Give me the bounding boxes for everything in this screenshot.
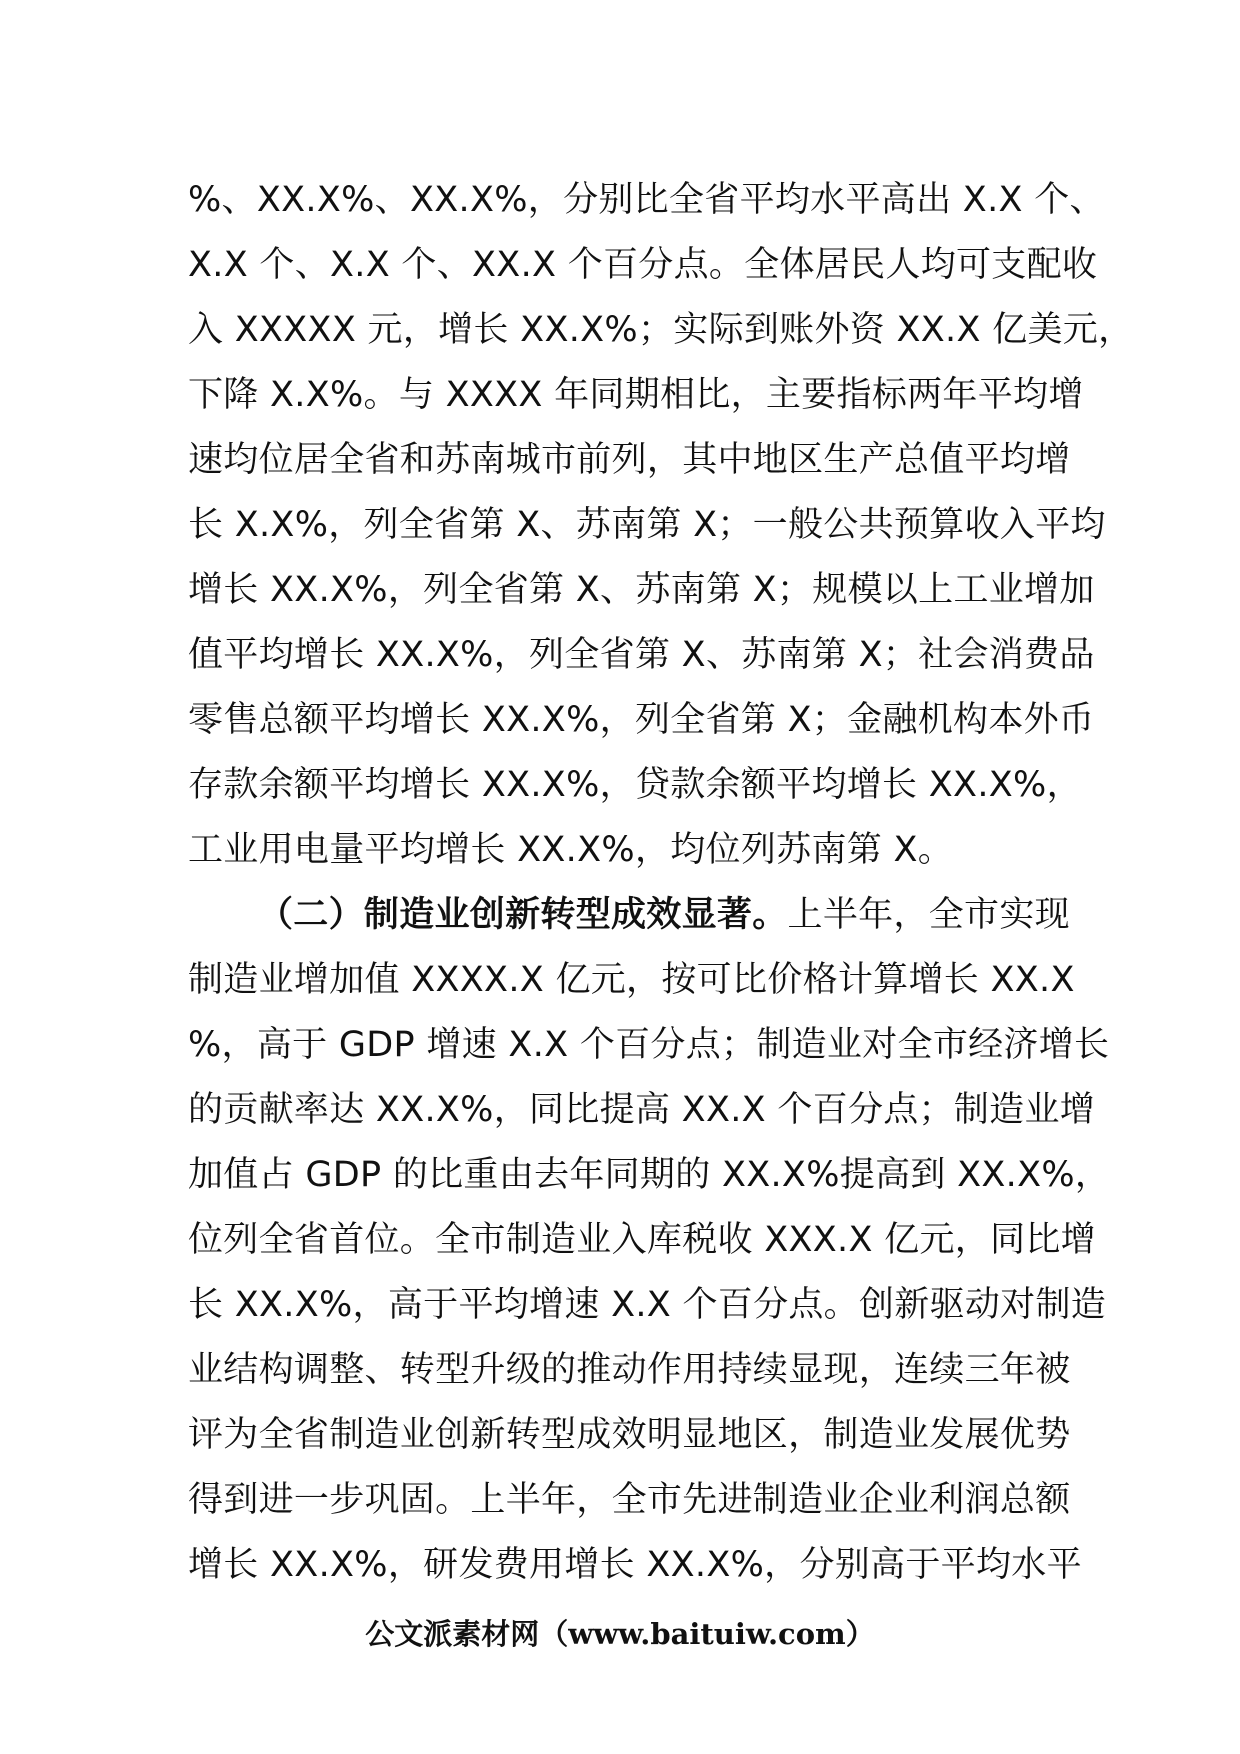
paragraph-line: 加值占 GDP 的比重由去年同期的 XX.X%提高到 XX.X%， [188,1155,1111,1195]
page-footer-source: 公文派素材网（www.baituiw.com） [365,1617,875,1651]
paragraph-line: 零售总额平均增长 XX.X%，列全省第 X；金融机构本外币 [188,700,1095,740]
paragraph-line: 长 X.X%，列全省第 X、苏南第 X；一般公共预算收入平均 [188,505,1106,545]
paragraph-line: 增长 XX.X%，列全省第 X、苏南第 X；规模以上工业增加 [188,570,1095,610]
section-heading: （二）制造业创新转型成效显著。 [258,895,788,935]
paragraph-line: 存款余额平均增长 XX.X%，贷款余额平均增长 XX.X%， [188,765,1082,805]
paragraph-line: 评为全省制造业创新转型成效明显地区，制造业发展优势 [188,1415,1071,1455]
paragraph-line: 长 XX.X%，高于平均增速 X.X 个百分点。创新驱动对制造 [188,1285,1107,1325]
paragraph-line: 的贡献率达 XX.X%，同比提高 XX.X 个百分点；制造业增 [188,1090,1096,1130]
paragraph-line: 速均位居全省和苏南城市前列，其中地区生产总值平均增 [188,440,1071,480]
paragraph-line: 得到进一步巩固。上半年，全市先进制造业企业利润总额 [188,1480,1071,1520]
paragraph-line: 位列全省首位。全市制造业入库税收 XXX.X 亿元，同比增 [188,1220,1096,1260]
paragraph-line: 下降 X.X%。与 XXXX 年同期相比，主要指标两年平均增 [188,375,1084,415]
paragraph-line: 工业用电量平均增长 XX.X%，均位列苏南第 X。 [188,830,954,870]
paragraph-line: %，高于 GDP 增速 X.X 个百分点；制造业对全市经济增长 [188,1025,1110,1065]
section-first-line [188,883,1070,948]
paragraph-line: 制造业增加值 XXXX.X 亿元，按可比价格计算增长 XX.X [188,960,1075,1000]
paragraph-line: %、XX.X%、XX.X%，分别比全省平均水平高出 X.X 个、 [188,180,1105,220]
paragraph-line: 业结构调整、转型升级的推动作用持续显现，连续三年被 [188,1350,1071,1390]
paragraph-line: 值平均增长 XX.X%，列全省第 X、苏南第 X；社会消费品 [188,635,1095,675]
document-body [188,168,1134,1598]
paragraph-line: X.X 个、X.X 个、XX.X 个百分点。全体居民人均可支配收 [188,245,1098,285]
paragraph-line: 入 XXXXX 元，增长 XX.X%；实际到账外资 XX.X 亿美元， [188,310,1134,350]
paragraph-line: 增长 XX.X%，研发费用增长 XX.X%，分别高于平均水平 [188,1545,1082,1585]
section-first-line-text: 上半年，全市实现 [787,895,1070,935]
